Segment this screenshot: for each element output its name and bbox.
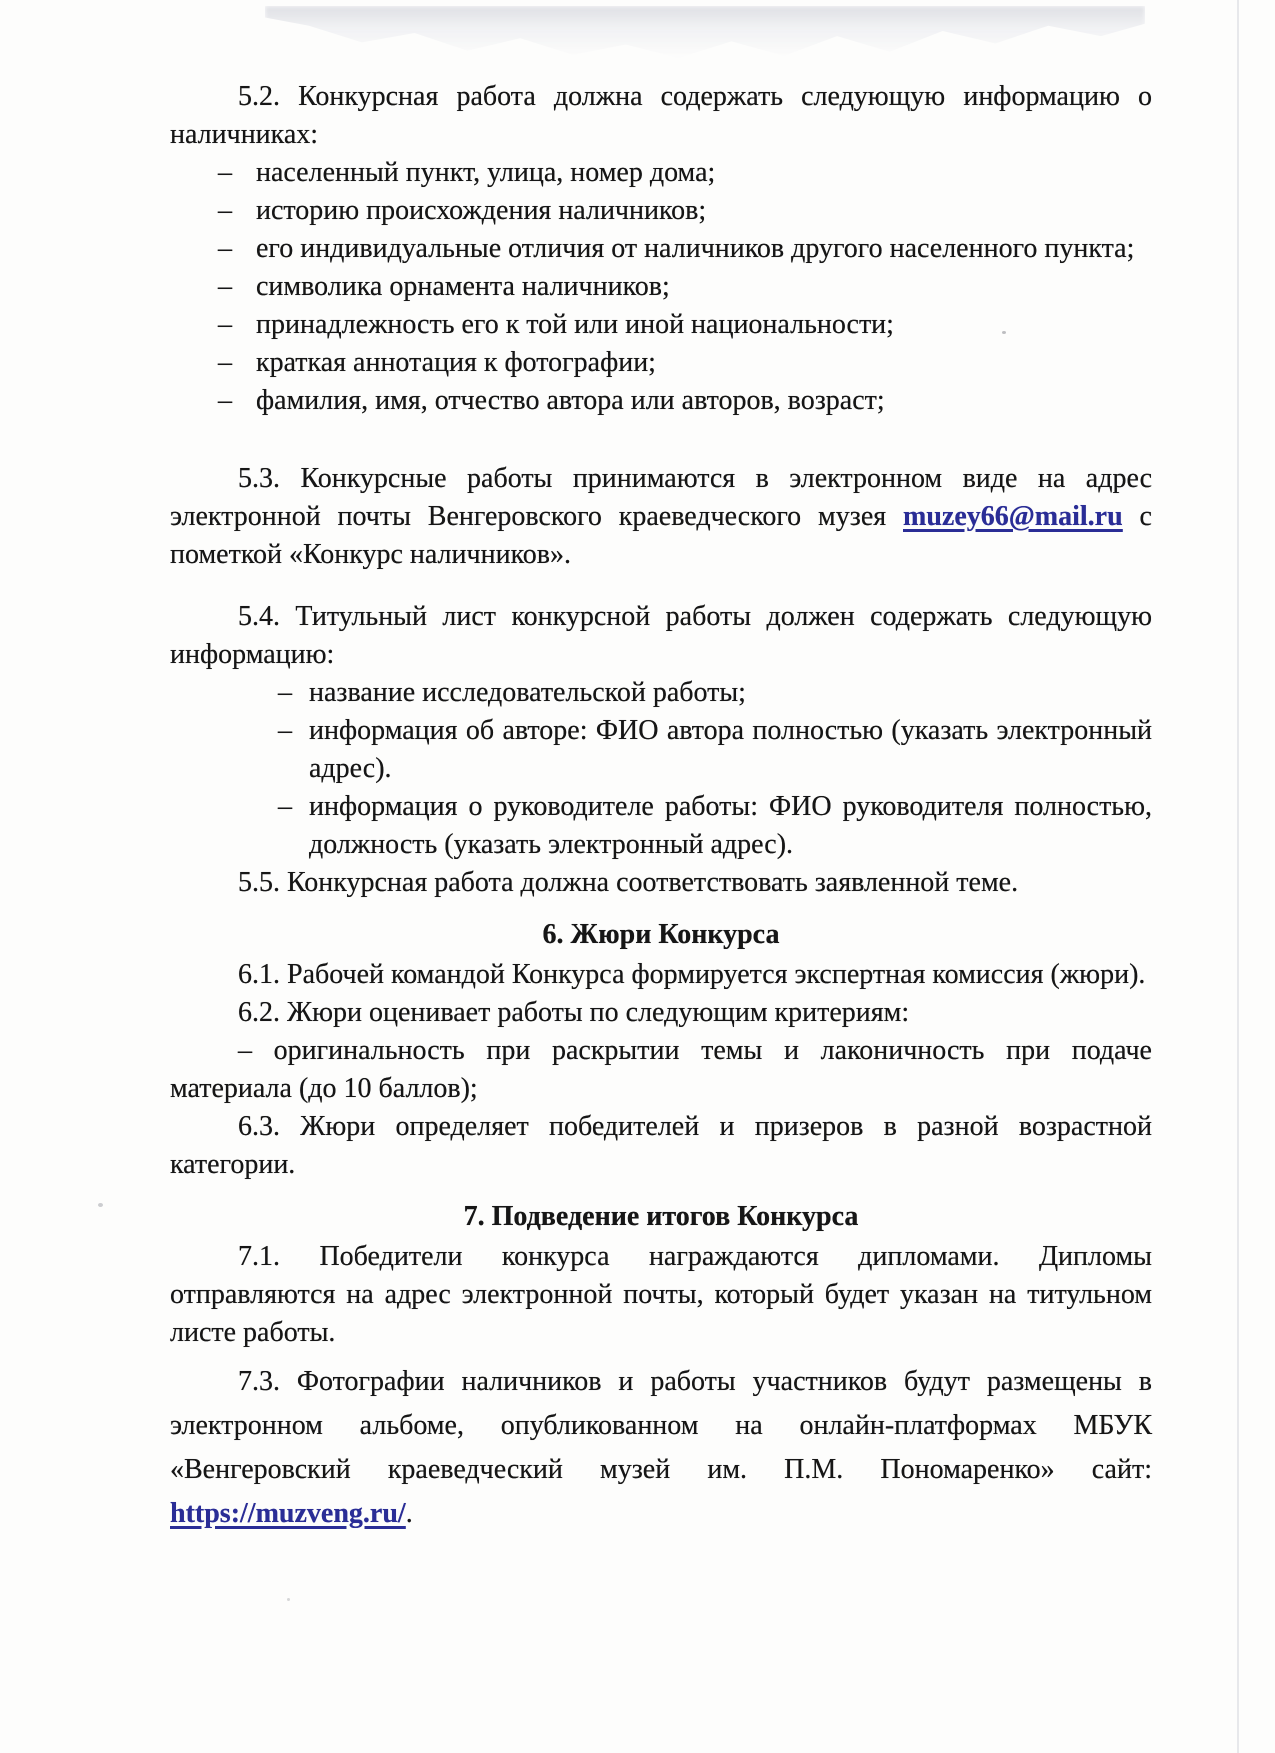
paragraph-6-3: 6.3. Жюри определяет победителей и призеров в разной возрастной категории. [170, 1111, 1152, 1180]
section-heading-results: 7. Подведение итогов Конкурса [463, 1201, 859, 1232]
dash-bullet: – [218, 309, 232, 340]
page-content [170, 78, 1152, 1536]
paragraph-6-2: 6.2. Жюри оценивает работы по следующим критериям: [238, 997, 910, 1028]
list-5-2 [170, 154, 1152, 420]
scan-artifact-edge [1237, 0, 1239, 1753]
list-item [170, 154, 1152, 192]
list-item [170, 382, 1152, 420]
dash-bullet: – [218, 195, 232, 226]
list-item [170, 306, 1152, 344]
list-item-text: информация о руководителе работы: ФИО руководителя полностью, должность (указать электронный адрес). [309, 791, 1152, 860]
website-link[interactable]: https://muzveng.ru/ [170, 1498, 406, 1529]
paragraph-5-5: 5.5. Конкурсная работа должна соответствовать заявленной теме. [238, 867, 1019, 898]
paragraph-7-1: 7.1. Победители конкурса награждаются дипломами. Дипломы отправляются на адрес электронной почты, который будет указан на титульном листе работы. [170, 1241, 1152, 1348]
section-heading-jury: 6. Жюри Конкурса [542, 919, 780, 950]
list-item [170, 192, 1152, 230]
paragraph-5-3-text-after: с пометкой «Конкурс наличников». [170, 501, 1152, 570]
list-item [170, 788, 1152, 864]
paragraph-5-4: 5.4. Титульный лист конкурсной работы должен содержать следующую информацию: [170, 601, 1152, 670]
dash-bullet: – [278, 791, 292, 822]
list-item-text: символика орнамента наличников; [256, 271, 670, 302]
list-item [170, 712, 1152, 788]
paragraph-5-3-text: 5.3. Конкурсные работы принимаются в электронном виде на адрес электронной почты Венгеровского краеведческого музея [170, 463, 1152, 532]
dash-bullet: – [218, 385, 232, 416]
list-item [170, 230, 1152, 268]
dash-bullet: – [218, 157, 232, 188]
list-item-text: его индивидуальные отличия от наличников другого населенного пункта; [256, 233, 1135, 264]
list-item-text: историю происхождения наличников; [256, 195, 707, 226]
scan-artifact-top [265, 6, 1145, 58]
list-item-text: населенный пункт, улица, номер дома; [256, 157, 716, 188]
email-link[interactable]: muzey66@mail.ru [903, 501, 1123, 532]
list-item [170, 268, 1152, 306]
paragraph-6-1: 6.1. Рабочей командой Конкурса формируется экспертная комиссия (жюри). [238, 959, 1146, 990]
paragraph-5-3 [170, 460, 1152, 574]
paragraph-6-2-criterion: – оригинальность при раскрытии темы и лаконичность при подаче материала (до 10 баллов); [170, 1035, 1152, 1104]
list-item [170, 674, 1152, 712]
list-item-text: краткая аннотация к фотографии; [256, 347, 656, 378]
dash-bullet: – [218, 233, 232, 264]
list-5-4 [170, 674, 1152, 864]
paragraph-7-3: 7.3. Фотографии наличников и работы участников будут размещены в электронном альбоме, опубликованном на онлайн-платформах МБУК «Венгеровский краеведческий музей им. П.М. Пономаренко» сайт: [170, 1366, 1152, 1485]
dash-bullet: – [278, 677, 292, 708]
paragraph-7-3-link-line [170, 1492, 1152, 1536]
sentence-period: . [405, 1498, 413, 1529]
dash-bullet: – [218, 271, 232, 302]
list-item-text: название исследовательской работы; [309, 677, 746, 708]
list-item-text: фамилия, имя, отчество автора или авторов, возраст; [256, 385, 885, 416]
dash-bullet: – [218, 347, 232, 378]
list-item [170, 344, 1152, 382]
dash-bullet: – [278, 715, 292, 746]
list-item-text: информация об авторе: ФИО автора полностью (указать электронный адрес). [309, 715, 1152, 784]
list-item-text: принадлежность его к той или иной национальности; [256, 309, 894, 340]
paragraph-5-2: 5.2. Конкурсная работа должна содержать следующую информацию о наличниках: [170, 81, 1152, 150]
scan-speck [287, 1598, 290, 1601]
scan-speck [98, 1203, 103, 1207]
